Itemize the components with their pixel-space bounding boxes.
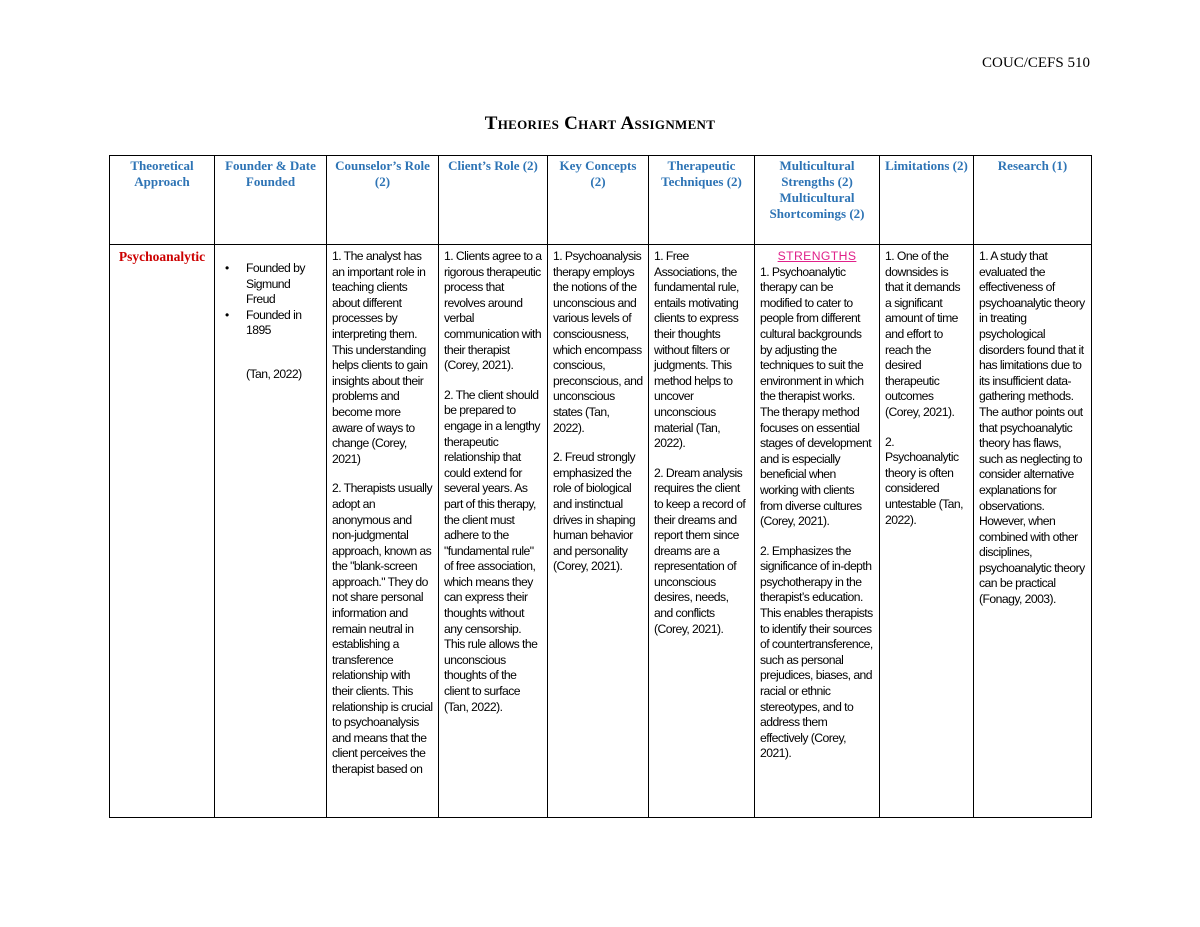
col-header-techniques: Therapeutic Techniques (2) <box>649 156 755 245</box>
table-row <box>110 245 1092 818</box>
col-header-key-concepts: Key Concepts (2) <box>548 156 649 245</box>
research-cell <box>974 245 1092 818</box>
col-header-approach: Theoretical Approach <box>110 156 215 245</box>
counselor-role-cell <box>327 245 439 818</box>
technique-item: 1. Free Associations, the fundamental rule, entails motivating clients to express their thoughts without filters or judgments. This method helps to uncover unconscious material (Tan, 2022). <box>654 249 739 451</box>
client-role-item: 1. Clients agree to a rigorous therapeutic process that revolves around verbal communication with their therapist (Corey, 2021). <box>444 249 542 373</box>
list-item: • Founded by Sigmund Freud <box>246 261 321 308</box>
research-item: 1. A study that evaluated the effectiveness of psychoanalytic theory in treating psychological disorders found that it has limitations due to its insufficient data-gathering methods. The author points out that psychoanalytic theory has flaws, such as neglecting to consider alternative explanations for observations. However, when combined with other disciplines, psychoanalytic theory can be practical (Fonagy, 2003). <box>979 249 1085 607</box>
header-row <box>110 156 1092 245</box>
key-concept-item: 1. Psychoanalysis therapy employs the notions of the unconscious and various levels of consciousness, which encompass conscious, preconscious, and unconscious states (Tan, 2022). <box>553 249 643 435</box>
counselor-role-item: 1. The analyst has an important role in teaching clients about different processes by interpreting them. This understanding helps clients to gain insights about their problems and become more aware of ways to change (Corey, 2021) <box>332 249 428 466</box>
approach-name: Psychoanalytic <box>118 249 206 264</box>
col-header-counselor-role: Counselor’s Role (2) <box>327 156 439 245</box>
multicultural-item: 1. Psychoanalytic therapy can be modified to cater to people from different cultural backgrounds by adjusting the techniques to suit the environment in which the therapist works. The therapy method focuses on essential stages of development and is especially beneficial when working with clients from diverse cultures (Corey, 2021). <box>760 264 872 529</box>
col-header-multicultural: Multicultural Strengths (2) Multicultural Shortcomings (2) <box>755 156 880 245</box>
document-title: Theories Chart Assignment <box>484 113 716 134</box>
limitations-cell <box>880 245 974 818</box>
multicultural-cell <box>755 245 880 818</box>
founder-list <box>220 261 321 339</box>
technique-item: 2. Dream analysis requires the client to keep a record of their dreams and report them since dreams are a representation of unconscious desires, needs, and conflicts (Corey, 2021). <box>654 465 746 636</box>
col-header-client-role: Client’s Role (2) <box>439 156 548 245</box>
founder-citation: (Tan, 2022) <box>246 366 302 381</box>
limitation-item: 2. Psychoanalytic theory is often considered untestable (Tan, 2022). <box>885 434 963 527</box>
col-header-founder: Founder & Date Founded <box>215 156 327 245</box>
list-item: • Founded in 1895 <box>246 308 321 339</box>
techniques-cell <box>649 245 755 818</box>
theories-chart-table <box>109 155 1092 818</box>
col-header-limitations: Limitations (2) <box>880 156 974 245</box>
col-header-research: Research (1) <box>974 156 1092 245</box>
founder-cell <box>215 245 327 818</box>
strengths-heading: STRENGTHS <box>777 249 857 263</box>
client-role-item: 2. The client should be prepared to engage in a lengthy therapeutic relationship that could extend for several years. As part of this therapy, the client must adhere to the "fundamental rule" of free association, which means they can express their thoughts without any censorship. This rule allows the unconscious thoughts of the client to surface (Tan, 2022). <box>444 387 540 714</box>
limitation-item: 1. One of the downsides is that it demands a significant amount of time and effort to reach the desired therapeutic outcomes (Corey, 2021). <box>885 249 961 419</box>
counselor-role-item: 2. Therapists usually adopt an anonymous and non-judgmental approach, known as the "blank-screen approach." They do not share personal information and remain neutral in establishing a transference relationship with their clients. This relationship is crucial to psychoanalysis and means that the client perceives the therapist based on <box>332 481 433 776</box>
course-code: COUC/CEFS 510 <box>982 55 1090 71</box>
key-concepts-cell <box>548 245 649 818</box>
approach-cell <box>110 245 215 818</box>
client-role-cell <box>439 245 548 818</box>
key-concept-item: 2. Freud strongly emphasized the role of biological and instinctual drives in shaping human behavior and personality (Corey, 2021). <box>553 450 636 574</box>
multicultural-item: 2. Emphasizes the significance of in-depth psychotherapy in the therapist’s education. This enables therapists to identify their sources of countertransference, such as personal prejudices, biases, and racial or ethnic stereotypes, and to address them effectively (Corey, 2021). <box>760 543 873 761</box>
